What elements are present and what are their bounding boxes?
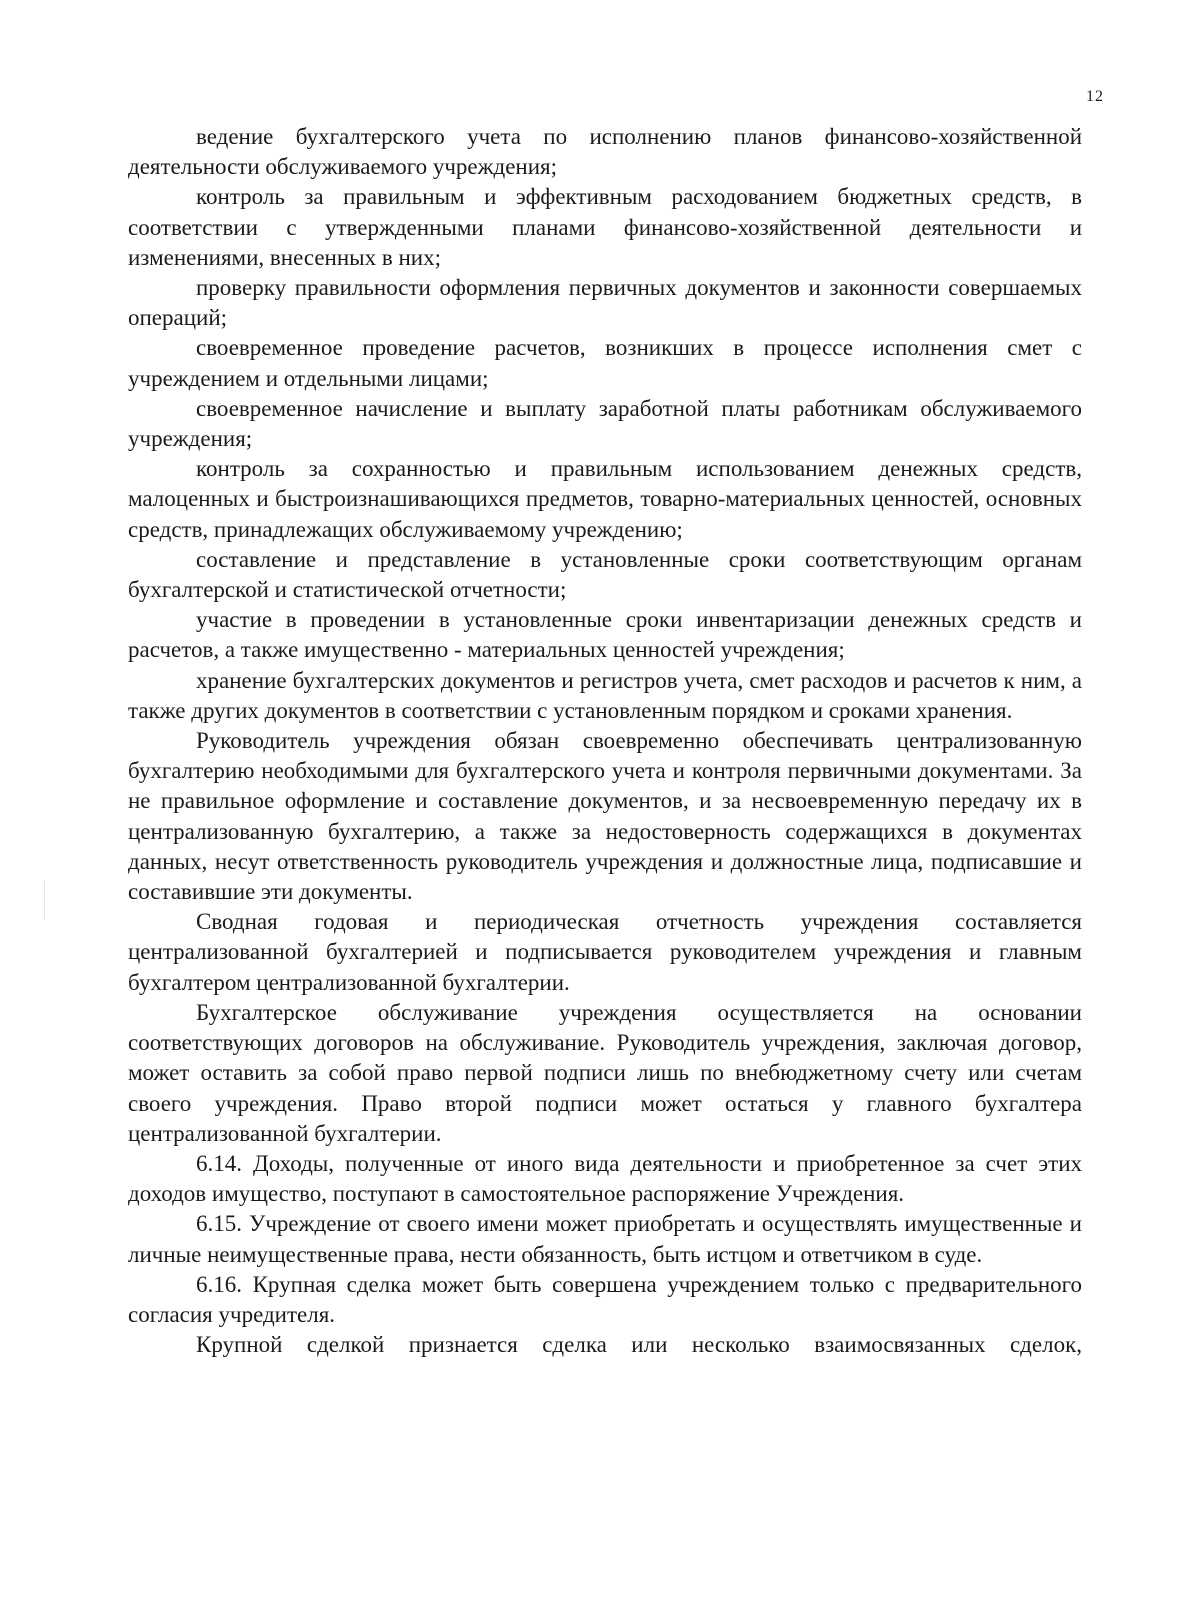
paragraph: 6.14. Доходы, полученные от иного вида деятельности и приобретенное за счет этих доходов имущество, поступают в самостоятельное распоряжение Учреждения. — [128, 1150, 1082, 1207]
paragraph: хранение бухгалтерских документов и регистров учета, смет расходов и расчетов к ним, а также других документов в соответствии с установленным порядком и сроками хранения. — [128, 667, 1082, 723]
paragraph: участие в проведении в установленные сроки инвентаризации денежных средств и расчетов, а также имущественно - материальных ценностей учреждения; — [128, 607, 1082, 663]
paragraph: Руководитель учреждения обязан своевременно обеспечивать централизованную бухгалтерию необходимыми для бухгалтерского учета и контроля первичными документами. За не правильное оформление и составление документов, и за несвоевременную передачу их в централизованную бухгалтерию, а также за недостоверность содержащихся в документах данных, несут ответственность руководитель учреждения и должностные лица, подписавшие и составившие эти документы. — [128, 728, 1082, 905]
scan-artifact — [44, 880, 45, 920]
paragraph-continued: Крупной сделкой признается сделка или несколько взаимосвязанных сделок, — [196, 1332, 1082, 1358]
paragraph: Сводная годовая и периодическая отчетность учреждения составляется централизованной бухгалтерией и подписывается руководителем учреждения и главным бухгалтером централизованной бухгалтерии. — [128, 909, 1082, 995]
paragraph: контроль за правильным и эффективным расходованием бюджетных средств, в соответствии с утвержденными планами финансово-хозяйственной деятельности и изменениями, внесенных в них; — [128, 184, 1082, 270]
paragraph: составление и представление в установленные сроки соответствующим органам бухгалтерской и статистической отчетности; — [128, 546, 1082, 603]
paragraph: контроль за сохранностью и правильным использованием денежных средств, малоценных и быстроизнашивающихся предметов, товарно-материальных ценностей, основных средств, принадлежащих обслуживаемому учреждению; — [128, 456, 1082, 542]
paragraph: ведение бухгалтерского учета по исполнению планов финансово-хозяйственной деятельности обслуживаемого учреждения; — [128, 124, 1082, 180]
document-body — [128, 122, 1082, 1360]
paragraph: своевременное проведение расчетов, возникших в процессе исполнения смет с учреждением и отдельными лицами; — [128, 335, 1082, 391]
paragraph: своевременное начисление и выплату заработной платы работникам обслуживаемого учреждения; — [128, 395, 1082, 452]
paragraph: 6.15. Учреждение от своего имени может приобретать и осуществлять имущественные и личные неимущественные права, нести обязанность, быть истцом и ответчиком в суде. — [128, 1211, 1082, 1267]
page-number: 12 — [1086, 88, 1104, 105]
paragraph: Бухгалтерское обслуживание учреждения осуществляется на основании соответствующих договоров на обслуживание. Руководитель учреждения, заключая договор, может оставить за собой право первой подписи лишь по внебюджетному счету или счетам своего учреждения. Право второй подписи может остаться у главного бухгалтера централизованной бухгалтерии. — [128, 999, 1082, 1146]
paragraph: 6.16. Крупная сделка может быть совершена учреждением только с предварительного согласия учредителя. — [128, 1271, 1082, 1327]
paragraph: проверку правильности оформления первичных документов и законности совершаемых операций; — [128, 275, 1082, 331]
